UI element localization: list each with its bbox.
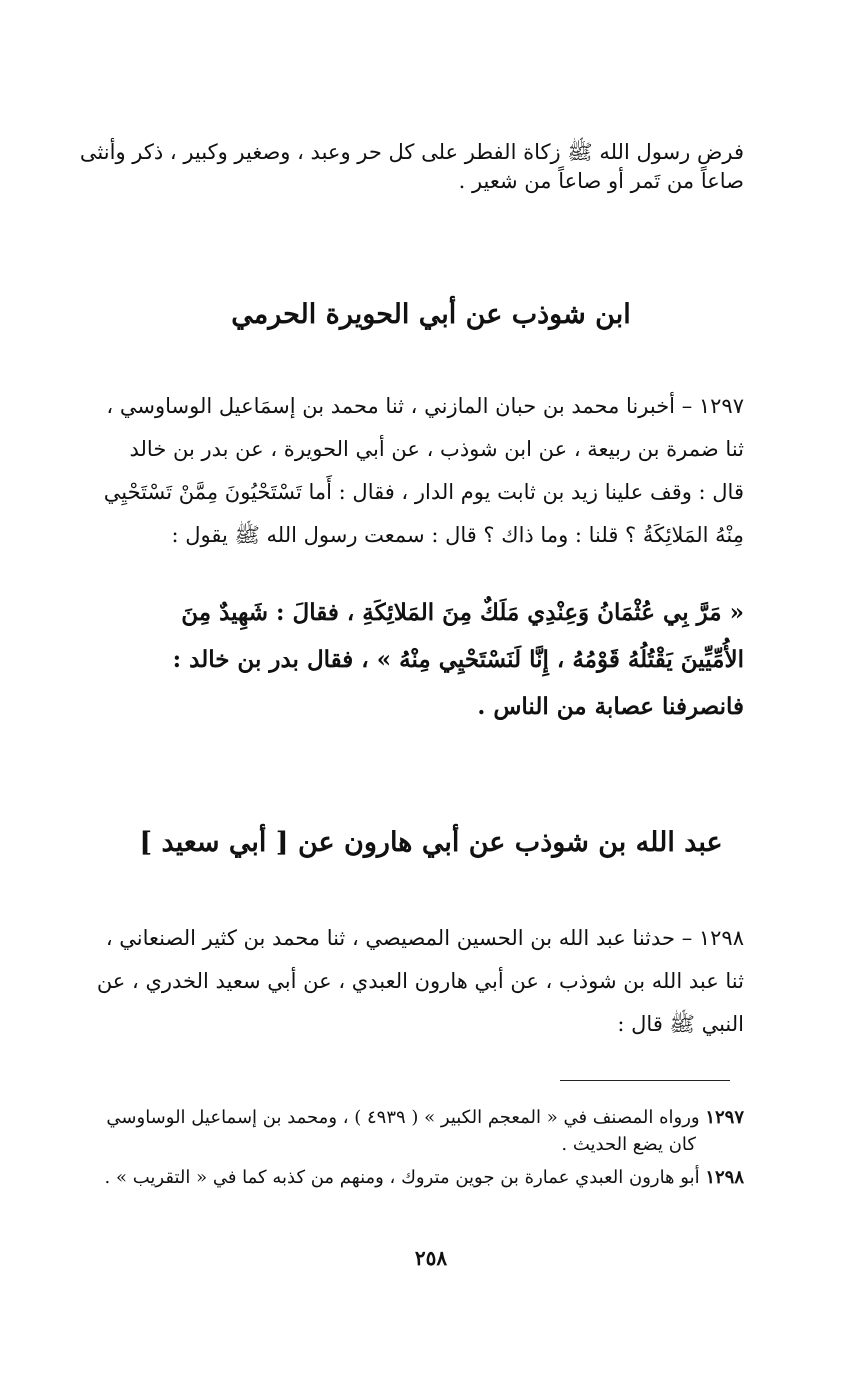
text-line: ١٢٩٨ – حدثنا عبد الله بن الحسين المصيصي ، ثنا محمد بن كثير الصنعاني ، <box>105 926 744 950</box>
footnote-number: ١٢٩٨ <box>705 1167 744 1188</box>
hadith-1298 <box>50 924 744 1039</box>
footnotes <box>50 1104 744 1191</box>
footnote-text: أبو هارون العبدي عمارة بن جوين متروك ، ومنهم من كذبه كما في « التقريب » . <box>104 1167 700 1188</box>
footnote-text-continuation: كان يضع الحديث . <box>561 1134 696 1155</box>
text-line: فانصرفنا عصابة من الناس . <box>477 693 744 720</box>
footnote-1298 <box>50 1164 744 1191</box>
text-line: « مَرَّ بِي عُثْمَانُ وَعِنْدِي مَلَكٌ مِنَ المَلائِكَةِ ، فقالَ : شَهِيدٌ مِنَ <box>181 599 744 626</box>
text-line: قال : وقف علينا زيد بن ثابت يوم الدار ، فقال : أَما تَسْتَحْيُونَ مِمَّنْ تَسْتَحْيِي <box>103 480 744 504</box>
text-line: ثنا عبد الله بن شوذب ، عن أبي هارون العبدي ، عن أبي سعيد الخدري ، عن <box>96 969 744 993</box>
page-number: ٢٥٨ <box>414 1246 448 1270</box>
hadith-1297-matn <box>50 596 744 723</box>
section-heading: عبد الله بن شوذب عن أبي هارون عن [ أبي سعيد ] <box>139 827 723 858</box>
text-line: ثنا ضمرة بن ربيعة ، عن ابن شوذب ، عن أبي الحويرة ، عن بدر بن خالد <box>129 437 744 461</box>
text-line: مِنْهُ المَلائِكَةُ ؟ قلنا : وما ذاك ؟ قال : سمعت رسول الله ﷺ يقول : <box>171 523 744 547</box>
hadith-1297-isnad <box>50 392 744 550</box>
text-line: النبي ﷺ قال : <box>617 1012 744 1036</box>
footnote-number: ١٢٩٧ <box>705 1107 744 1128</box>
footnote-text: ورواه المصنف في « المعجم الكبير » ( ٤٩٣٩ ) ، ومحمد بن إسماعيل الوساوسي <box>106 1107 700 1128</box>
footnote-1297 <box>50 1104 744 1131</box>
text-line: فرض رسول الله ﷺ زكاة الفطر على كل حر وعبد ، وصغير وكبير ، ذكر وأنثى <box>79 140 744 164</box>
footnote-divider <box>560 1080 730 1081</box>
top-paragraph <box>50 138 744 196</box>
text-line: صاعاً من تَمر أو صاعاً من شعير . <box>458 169 744 193</box>
text-line: الأُمِّيِّينَ يَقْتُلُهُ قَوْمُهُ ، إِنَّا لَنَسْتَحْيِي مِنْهُ » ، فقال بدر بن خالد : <box>172 646 744 673</box>
section-heading: ابن شوذب عن أبي الحويرة الحرمي <box>231 299 631 330</box>
text-line: ١٢٩٧ – أخبرنا محمد بن حبان المازني ، ثنا محمد بن إسمَاعيل الوساوسي ، <box>106 394 744 418</box>
